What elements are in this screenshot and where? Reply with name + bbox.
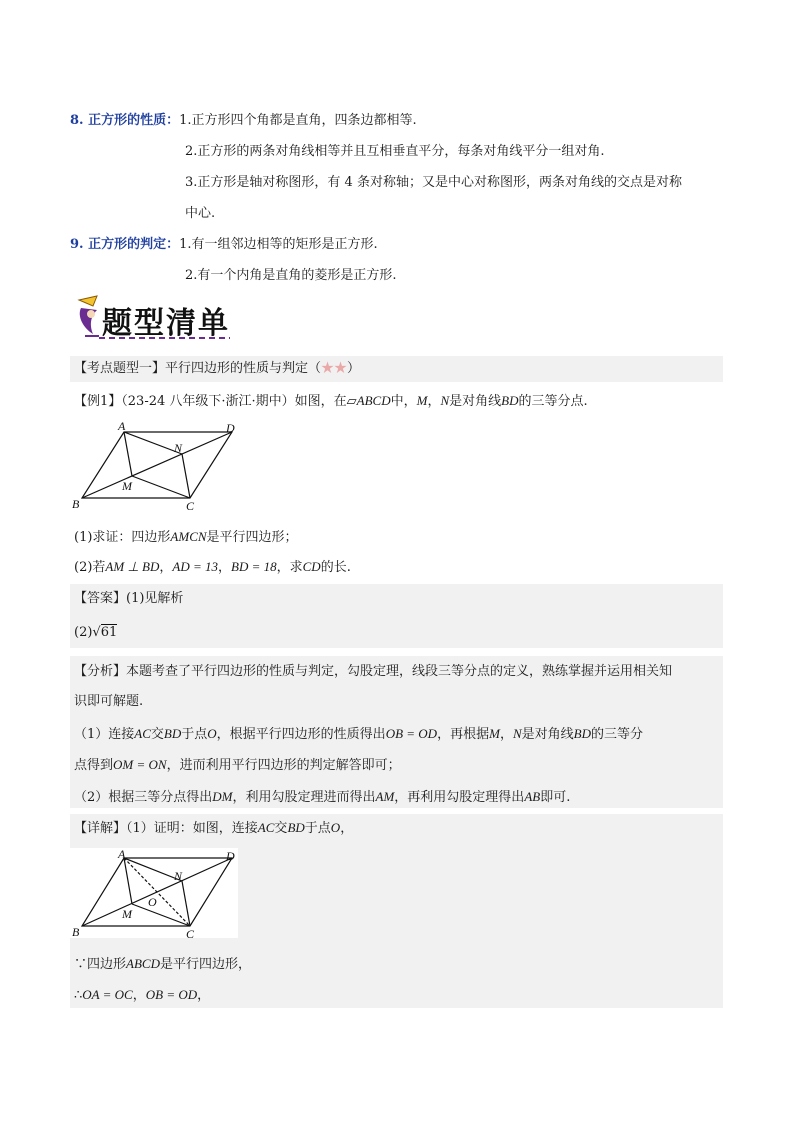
figure-2-parallelogram <box>70 848 250 940</box>
example-statement <box>74 392 588 411</box>
answer-line-1 <box>74 590 183 608</box>
fig2-label-m: M <box>122 907 132 921</box>
s1h: 的三等分 <box>590 727 643 742</box>
q2-text-a: (2)若 <box>74 560 106 575</box>
analysis-step-1 <box>74 725 643 744</box>
fig1-label-d: D <box>226 421 235 435</box>
d1d: ， <box>340 821 354 836</box>
detail-label: 【详解】 <box>74 821 127 836</box>
example-prefix: 【例1】（23-24 八年级下·浙江·期中）如图，在 <box>74 394 347 409</box>
q1-text-a: (1)求证：四边形 <box>74 530 171 545</box>
s1-n: N <box>512 726 522 741</box>
example-tail: 的三等分点. <box>518 394 588 409</box>
parallelogram-symbol: ▱ <box>346 394 357 409</box>
therefore-eq-2: OB = OD <box>145 987 198 1002</box>
analysis-step-1-cont <box>74 756 401 775</box>
criteria-label: 9. 正方形的判定： <box>70 237 180 252</box>
therefore-end: ， <box>197 988 211 1003</box>
banner-title: 题型清单 <box>102 306 230 341</box>
fig2-label-n: N <box>174 869 183 883</box>
because-b: 是平行四边形， <box>159 957 251 972</box>
example-n: N <box>440 393 450 408</box>
fig2-label-b: B <box>72 925 80 939</box>
q2-sep-2: ， <box>217 560 231 575</box>
s2d: 即可. <box>540 790 571 805</box>
fig1-label-m: M <box>122 479 132 493</box>
d1-o: O <box>330 820 341 835</box>
s1-ac: AC <box>134 726 151 741</box>
q2-cond-1: AM ⊥ BD <box>105 559 160 574</box>
analysis-label: 【分析】 <box>74 664 127 679</box>
sqrt-icon: √ <box>92 625 101 640</box>
question-1 <box>74 528 298 547</box>
section-header-text: 【考点题型一】平行四边形的性质与判定（ <box>74 361 322 376</box>
example-m: M <box>416 393 428 408</box>
example-rest: 是对角线 <box>449 394 502 409</box>
s1-o: O <box>207 726 217 741</box>
s1-eq: OB = OD <box>385 726 438 741</box>
because-a: ∵四边形 <box>74 957 127 972</box>
criteria-item-1: 1.有一组邻边相等的矩形是正方形. <box>179 237 378 252</box>
answer-part-2-prefix: (2) <box>74 625 93 640</box>
s2-dm: DM <box>212 789 233 804</box>
properties-item-3-cont: 中心. <box>185 206 216 221</box>
s1b: 交 <box>150 727 164 742</box>
s1-bd2: BD <box>573 726 591 741</box>
s2b: ，利用勾股定理进而得出 <box>232 790 376 805</box>
fig2-label-o: O <box>148 895 157 909</box>
analysis-line-1 <box>74 663 672 681</box>
properties-item-1: 1.正方形四个角都是直角，四条边都相等. <box>179 113 417 128</box>
fig1-label-n: N <box>174 441 183 455</box>
detail-because <box>74 955 251 974</box>
properties-item-3: 3.正方形是轴对称图形，有 4 条对称轴；又是中心对称图形，两条对角线的交点是对称 <box>185 175 682 190</box>
d1-bd: BD <box>287 820 305 835</box>
answer-label: 【答案】 <box>74 591 127 606</box>
q2-cond-2: AD = 13 <box>172 559 218 574</box>
q2-cond-3: BD = 18 <box>231 559 277 574</box>
d1c: 于点 <box>304 821 331 836</box>
s1-l2b: ，进而利用平行四边形的判定解答即可； <box>166 758 401 773</box>
therefore-a: ∴ <box>74 988 83 1003</box>
star-icon: ★ <box>321 361 335 376</box>
properties-item-2: 2.正方形的两条对角线相等并且互相垂直平分，每条对角线平分一组对角. <box>185 144 605 159</box>
s1g: 是对角线 <box>521 727 574 742</box>
d1a: （1）证明：如图，连接 <box>126 821 258 836</box>
s1d: ，根据平行四边形的性质得出 <box>216 727 386 742</box>
answer-part-1: (1)见解析 <box>126 591 184 606</box>
detail-therefore <box>74 986 210 1005</box>
criteria-item-2: 2.有一个内角是直角的菱形是正方形. <box>185 268 397 283</box>
s1e: ，再根据 <box>437 727 490 742</box>
section-header <box>74 360 360 378</box>
s1-l2a: 点得到 <box>74 758 114 773</box>
therefore-sep: ， <box>132 988 146 1003</box>
criteria-line-1 <box>70 236 378 254</box>
q1-shape: AMCN <box>170 529 207 544</box>
d1-ac: AC <box>257 820 275 835</box>
section-banner <box>75 294 235 342</box>
properties-line-1 <box>70 112 417 130</box>
s2-ab: AB <box>524 789 541 804</box>
fig1-label-b: B <box>72 497 80 511</box>
star-icon: ★ <box>334 361 348 376</box>
q1-text-b: 是平行四边形； <box>206 530 298 545</box>
s2-am: AM <box>375 789 395 804</box>
analysis-text-1: 本题考查了平行四边形的性质与判定，勾股定理，线段三等分点的定义，熟练掌握并运用相关知 <box>126 664 673 679</box>
example-mid: 中， <box>390 394 417 409</box>
q2-target: CD <box>302 559 321 574</box>
answer-radicand: 61 <box>100 625 118 640</box>
fig1-label-c: C <box>186 499 195 512</box>
d1b: 交 <box>274 821 288 836</box>
s1-l2-eq: OM = ON <box>113 757 167 772</box>
q2-text-c: 的长. <box>320 560 351 575</box>
example-bd: BD <box>501 393 519 408</box>
answer-line-2 <box>74 624 117 642</box>
because-shape: ABCD <box>126 956 160 971</box>
q2-sep-1: ， <box>159 560 173 575</box>
s1f: ， <box>499 727 513 742</box>
s1c: 于点 <box>181 727 208 742</box>
fig2-label-a: A <box>118 848 126 861</box>
question-2 <box>74 558 351 577</box>
section-header-close: ） <box>347 361 361 376</box>
q2-text-b: ，求 <box>276 560 303 575</box>
detail-line-1 <box>74 819 353 838</box>
s1-bd: BD <box>163 726 182 741</box>
s1a: （1）连接 <box>74 727 135 742</box>
s1-m: M <box>489 726 500 741</box>
analysis-step-2 <box>74 788 570 807</box>
fig2-label-d: D <box>226 849 235 863</box>
example-comma: ， <box>427 394 441 409</box>
therefore-eq-1: OA = OC <box>82 987 133 1002</box>
s2a: （2）根据三等分点得出 <box>74 790 213 805</box>
figure-1-parallelogram <box>70 420 250 512</box>
properties-label: 8. 正方形的性质： <box>70 113 180 128</box>
fig1-label-a: A <box>118 420 126 433</box>
example-shape: ABCD <box>356 393 391 408</box>
fig2-label-c: C <box>186 927 195 940</box>
analysis-line-2: 识即可解题. <box>74 694 144 709</box>
s2c: ，再利用勾股定理得出 <box>394 790 525 805</box>
